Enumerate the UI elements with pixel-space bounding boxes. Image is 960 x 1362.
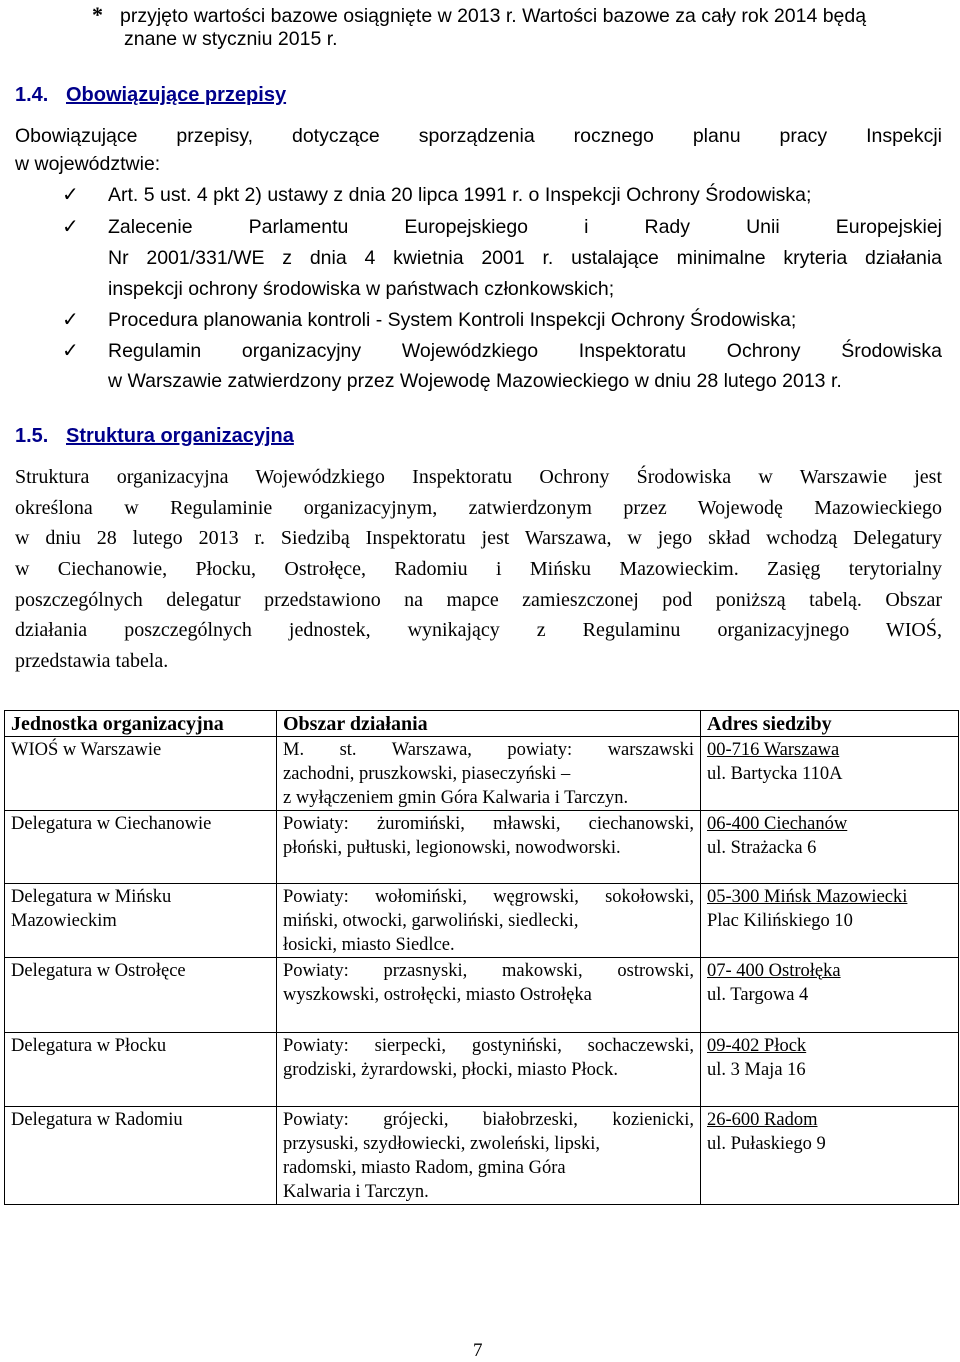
address-cell <box>701 1033 959 1107</box>
footnote-line-2: znane w styczniu 2015 r. <box>124 28 338 50</box>
section-14-title-text: Obowiązujące przepisy <box>66 84 287 106</box>
address-cell <box>701 884 959 958</box>
unit-cell <box>5 884 277 958</box>
section-15-title <box>66 425 294 448</box>
area-line: z wyłączeniem gmin Góra Kalwaria i Tarczyn. <box>283 788 629 808</box>
postal-address: 26-600 Radom <box>707 1110 818 1130</box>
area-line: Powiaty: żuromiński, mławski, ciechanowski, <box>283 814 694 834</box>
street-address: ul. 3 Maja 16 <box>707 1060 806 1080</box>
section-15-number: 1.5. <box>15 425 49 447</box>
unit-name: Delegatura w Ciechanowie <box>11 814 212 834</box>
area-line: wyszkowski, ostrołęcki, miasto Ostrołęka <box>283 985 592 1005</box>
footnote-line-1: przyjęto wartości bazowe osiągnięte w 2013 r. Wartości bazowe za cały rok 2014 będą <box>120 5 867 27</box>
table-row <box>5 958 959 1033</box>
unit-cell <box>5 1033 277 1107</box>
unit-name: Delegatura w Radomiu <box>11 1110 183 1130</box>
unit-name: Delegatura w Płocku <box>11 1036 167 1056</box>
postal-address: 07- 400 Ostrołęka <box>707 961 841 981</box>
checkmark-icon: ✓ <box>62 307 79 331</box>
footnote-marker: * <box>92 2 103 27</box>
list-item-continuation: Nr 2001/331/WE z dnia 4 kwietnia 2001 r. ustalające minimalne kryteria działania <box>108 247 942 269</box>
area-line: Powiaty: sierpecki, gostyniński, sochaczewski, <box>283 1036 694 1056</box>
unit-cell <box>5 737 277 811</box>
postal-address: 09-402 Płock <box>707 1036 807 1056</box>
paragraph-line: przedstawia tabela. <box>15 650 169 672</box>
area-line: Powiaty: wołomiński, węgrowski, sokołowski, <box>283 887 694 907</box>
list-item: Zalecenie Parlamentu Europejskiego i Rady Unii Europejskiej <box>108 216 942 238</box>
address-cell <box>701 958 959 1033</box>
list-item: Art. 5 ust. 4 pkt 2) ustawy z dnia 20 lipca 1991 r. o Inspekcji Ochrony Środowiska; <box>108 184 812 206</box>
address-cell <box>701 1107 959 1205</box>
checkmark-icon: ✓ <box>62 338 79 362</box>
area-line: przysuski, szydłowiecki, zwoleński, lipski, <box>283 1134 601 1154</box>
table-row <box>5 1033 959 1107</box>
area-line: Powiaty: przasnyski, makowski, ostrowski, <box>283 961 694 981</box>
header-unit: Jednostka organizacyjna <box>5 711 277 737</box>
organization-table <box>4 710 959 1205</box>
paragraph-line: w dniu 28 lutego 2013 r. Siedzibą Inspektoratu jest Warszawa, w jego skład wchodzą Delegatury <box>15 527 942 549</box>
paragraph-line: w Ciechanowie, Płocku, Ostrołęce, Radomiu i Mińsku Mazowieckim. Zasięg terytorialny <box>15 558 942 580</box>
section-14-intro-line-2: w województwie: <box>15 153 161 175</box>
header-address: Adres siedziby <box>701 711 959 737</box>
street-address: ul. Pułaskiego 9 <box>707 1134 826 1154</box>
paragraph-line: Struktura organizacyjna Wojewódzkiego Inspektoratu Ochrony Środowiska w Warszawie jest <box>15 466 942 488</box>
table-row <box>5 1107 959 1205</box>
area-cell <box>277 1033 701 1107</box>
unit-cell <box>5 811 277 884</box>
unit-cell <box>5 1107 277 1205</box>
area-line: miński, otwocki, garwoliński, siedlecki, <box>283 911 579 931</box>
list-item-continuation: inspekcji ochrony środowiska w państwach członkowskich; <box>108 278 615 300</box>
table-row <box>5 811 959 884</box>
area-line: zachodni, pruszkowski, piaseczyński – <box>283 764 571 784</box>
area-cell <box>277 811 701 884</box>
area-cell <box>277 737 701 811</box>
postal-address: 06-400 Ciechanów <box>707 814 848 834</box>
area-line: Powiaty: grójecki, białobrzeski, kozienicki, <box>283 1110 694 1130</box>
address-cell <box>701 811 959 884</box>
area-line: płoński, pułtuski, legionowski, nowodworski. <box>283 838 621 858</box>
unit-name: Delegatura w Ostrołęce <box>11 961 186 981</box>
unit-name: Delegatura w Mińsku <box>11 887 172 907</box>
area-cell <box>277 884 701 958</box>
street-address: Plac Kilińskiego 10 <box>707 911 853 931</box>
checkmark-icon: ✓ <box>62 182 79 206</box>
table-row <box>5 737 959 811</box>
area-cell <box>277 1107 701 1205</box>
area-line: radomski, miasto Radom, gmina Góra <box>283 1158 566 1178</box>
list-item-continuation: w Warszawie zatwierdzony przez Wojewodę Mazowieckiego w dniu 28 lutego 2013 r. <box>108 370 842 392</box>
table-header-row <box>5 711 959 737</box>
area-line: łosicki, miasto Siedlce. <box>283 935 455 955</box>
postal-address: 00-716 Warszawa <box>707 740 840 760</box>
paragraph-line: określona w Regulaminie organizacyjnym, zatwierdzonym przez Wojewodę Mazowieckiego <box>15 497 942 519</box>
area-line: Kalwaria i Tarczyn. <box>283 1182 429 1202</box>
table-row <box>5 884 959 958</box>
address-cell <box>701 737 959 811</box>
paragraph-line: poszczególnych delegatur przedstawiono na mapce zamieszczonej pod poniższą tabelą. Obszar <box>15 589 942 611</box>
area-line: grodziski, żyrardowski, płocki, miasto Płock. <box>283 1060 619 1080</box>
section-15-title-text: Struktura organizacyjna <box>66 425 294 447</box>
section-14-intro-line-1: Obowiązujące przepisy, dotyczące sporządzenia rocznego planu pracy Inspekcji <box>15 125 942 147</box>
header-area: Obszar działania <box>277 711 701 737</box>
street-address: ul. Bartycka 110A <box>707 764 843 784</box>
area-cell <box>277 958 701 1033</box>
page-number: 7 <box>473 1340 483 1361</box>
paragraph-line: działania poszczególnych jednostek, wynikający z Regulaminu organizacyjnego WIOŚ, <box>15 619 942 641</box>
list-item: Regulamin organizacyjny Wojewódzkiego Inspektoratu Ochrony Środowiska <box>108 340 942 362</box>
unit-name: Mazowieckim <box>11 911 117 931</box>
unit-name: WIOŚ w Warszawie <box>11 740 162 760</box>
street-address: ul. Strażacka 6 <box>707 838 817 858</box>
area-line: M. st. Warszawa, powiaty: warszawski <box>283 740 694 760</box>
section-14-number: 1.4. <box>15 84 49 106</box>
unit-cell <box>5 958 277 1033</box>
postal-address: 05-300 Mińsk Mazowiecki <box>707 887 908 907</box>
list-item: Procedura planowania kontroli - System Kontroli Inspekcji Ochrony Środowiska; <box>108 309 797 331</box>
section-14-title <box>66 84 286 107</box>
street-address: ul. Targowa 4 <box>707 985 809 1005</box>
checkmark-icon: ✓ <box>62 214 79 238</box>
